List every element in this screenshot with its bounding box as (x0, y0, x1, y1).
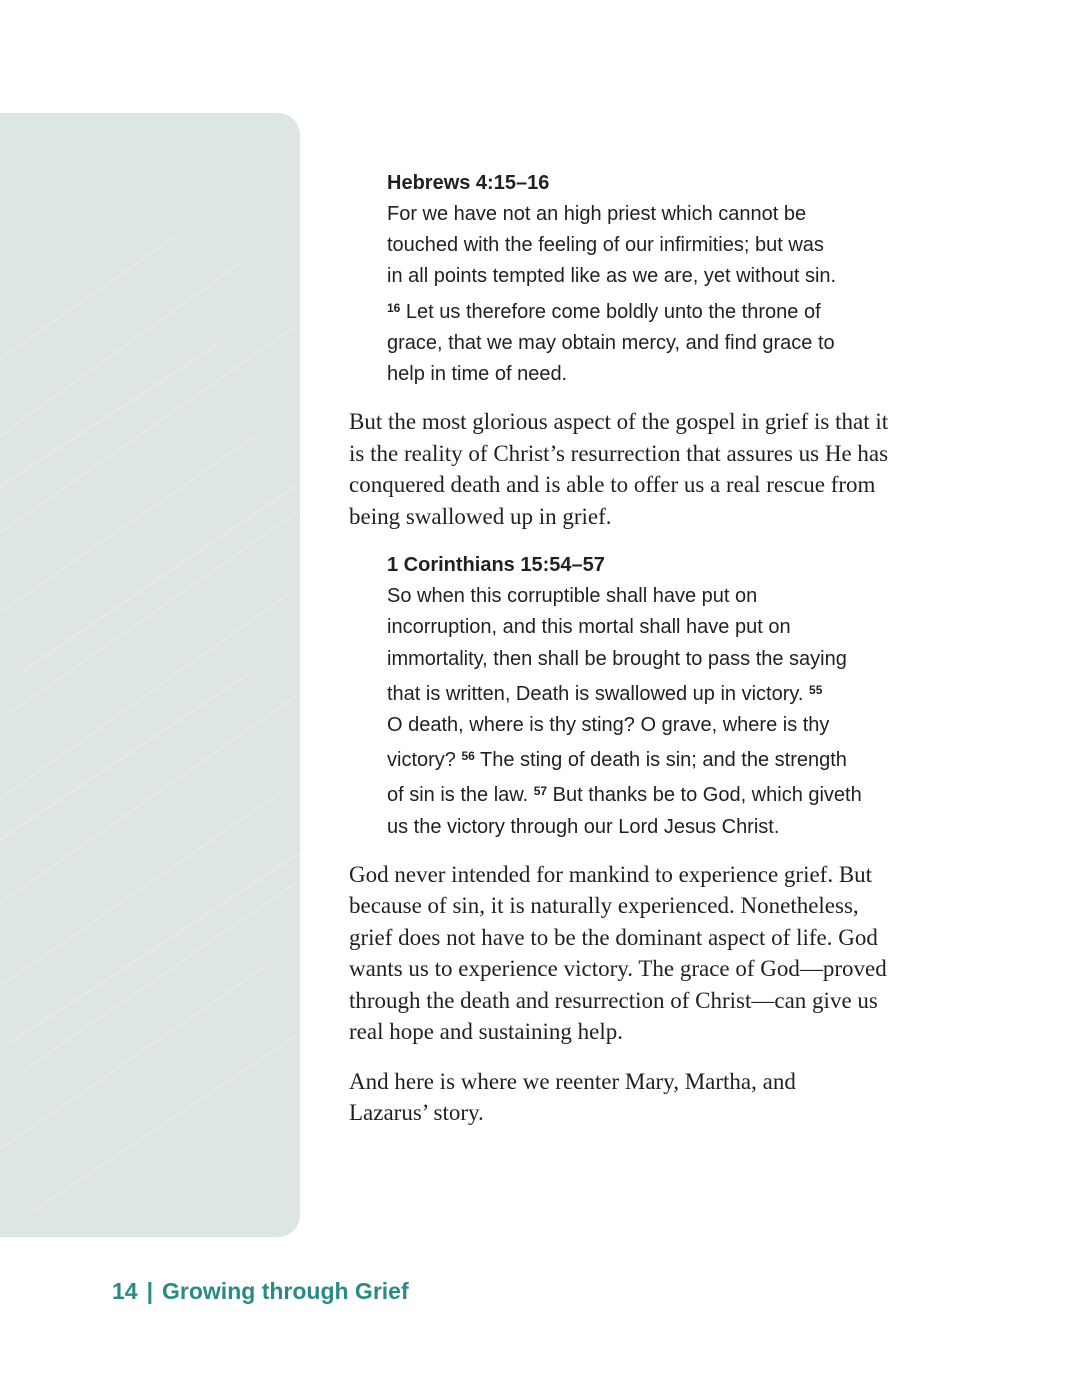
page-number: 14 (112, 1278, 138, 1304)
scripture-reference: Hebrews 4:15–16 (387, 172, 550, 194)
body-paragraph (349, 859, 949, 1048)
paragraph-line: wants us to experience victory. The grace of God—proved (349, 956, 887, 982)
verse-number: 16 (387, 300, 401, 315)
scripture-line: O death, where is thy sting? O grave, where is thy (387, 714, 830, 737)
scripture-line: us the victory through our Lord Jesus Christ. (387, 815, 780, 838)
scripture-line: immortality, then shall be brought to pass the saying (387, 647, 847, 670)
verse-number: 55 (809, 682, 823, 697)
scripture-line: So when this corruptible shall have put on (387, 585, 758, 608)
verse-number: 56 (461, 749, 475, 764)
scripture-text: But thanks be to God, which giveth (547, 784, 862, 807)
paragraph-line: real hope and sustaining help. (349, 1019, 624, 1045)
scripture-line: touched with the feeling of our infirmities; but was (387, 234, 824, 257)
scripture-line: grace, that we may obtain mercy, and find grace to (387, 331, 835, 354)
scripture-line: in all points tempted like as we are, yet without sin. (387, 265, 837, 288)
paragraph-line: through the death and resurrection of Christ—can give us (349, 987, 878, 1013)
scripture-text: The sting of death is sin; and the strength (474, 749, 847, 772)
body-paragraph (349, 1066, 949, 1129)
paragraph-line: God never intended for mankind to experience grief. But (349, 861, 873, 887)
paragraph-line: And here is where we reenter Mary, Martha, and (349, 1068, 796, 1094)
brush-texture (0, 113, 300, 1237)
paragraph-line: being swallowed up in grief. (349, 503, 612, 529)
scripture-reference: 1 Corinthians 15:54–57 (387, 554, 605, 577)
body-paragraph (349, 406, 949, 532)
decorative-side-panel (0, 113, 300, 1237)
scripture-line: help in time of need. (387, 363, 568, 386)
page-footer (112, 1278, 409, 1305)
scripture-text: victory? (387, 749, 462, 772)
page-content (349, 168, 949, 1129)
paragraph-line: conquered death and is able to offer us a real rescue from (349, 472, 876, 498)
book-title: Growing through Grief (162, 1278, 409, 1304)
scripture-passage-corinthians (387, 550, 949, 843)
paragraph-line: grief does not have to be the dominant aspect of life. God (349, 924, 878, 950)
paragraph-line: Lazarus’ story. (349, 1100, 484, 1126)
scripture-text: of sin is the law. (387, 784, 534, 807)
verse-number: 57 (533, 784, 548, 799)
scripture-passage-hebrews (387, 168, 949, 390)
scripture-line (387, 776, 949, 811)
scripture-text: that is written, Death is swallowed up in victory. (387, 682, 810, 705)
scripture-line (387, 293, 949, 328)
paragraph-line: is the reality of Christ’s resurrection that assures us He has (349, 440, 889, 466)
scripture-line (387, 741, 949, 776)
footer-separator: | (146, 1278, 154, 1304)
paragraph-line: because of sin, it is naturally experienced. Nonetheless, (349, 893, 859, 919)
scripture-text: Let us therefore come boldly unto the throne of (400, 300, 821, 323)
scripture-line: For we have not an high priest which cannot be (387, 203, 807, 225)
scripture-line: incorruption, and this mortal shall have put on (387, 616, 791, 639)
paragraph-line: But the most glorious aspect of the gospel in grief is that it (349, 409, 889, 435)
scripture-line (387, 675, 949, 710)
